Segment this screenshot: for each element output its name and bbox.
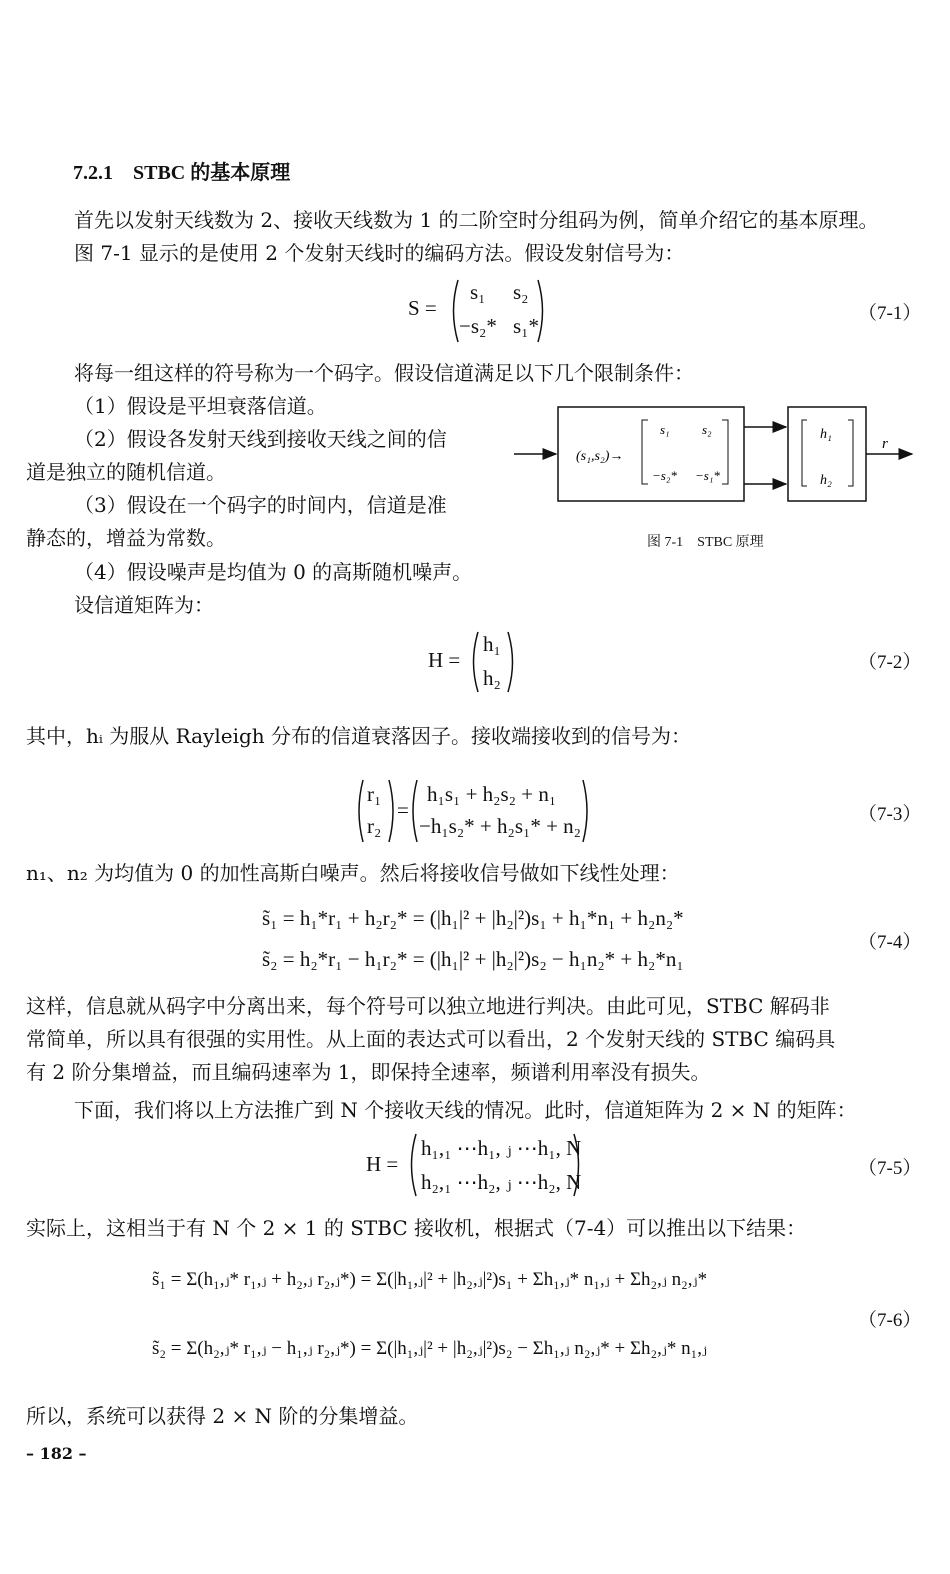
condition-4: （4）假设噪声是均值为 0 的高斯随机噪声。 [74,560,473,584]
equation-7-5 [366,1130,586,1200]
figure-m11: s₁ [660,422,670,437]
equation-7-2 [428,628,528,696]
section-heading: 7.2.1 STBC 的基本原理 [73,162,291,184]
eq3-l1: r₁ [367,782,382,806]
condition-2-line2: 道是独立的随机信道。 [26,460,226,484]
eq1-m21: −s₂* [459,314,497,338]
paragraph-channel-matrix: 设信道矩阵为： [74,593,214,617]
figure-output-label: r [882,436,888,452]
eq1-m11: s₁ [470,280,486,304]
paragraph-intro-line1: 首先以发射天线数为 2、接收天线数为 1 的二阶空时分组码为例，简单介绍它的基本原理。 [74,208,879,232]
eq6-line1: s̃₁ = Σ(h₁,ⱼ* r₁,ⱼ + h₂,ⱼ r₂,ⱼ*) = Σ(|h₁,ⱼ|² + |h₂,ⱼ|²)s₁ + Σh₁,ⱼ* n₁,ⱼ + Σh₂,ⱼ n₂,ⱼ* [152,1269,708,1290]
figure-m12: s₂ [702,422,712,437]
eq4-number: （7-4） [858,932,922,953]
eq2-r2: h₂ [483,666,501,690]
eq2-r1: h₁ [483,632,501,656]
paragraph-noise: n₁、n₂ 为均值为 0 的加性高斯白噪声。然后将接收信号做如下线性处理： [26,861,680,885]
paragraph-n-antennas: 下面，我们将以上方法推广到 N 个接收天线的情况。此时，信道矩阵为 2 × N 的矩阵： [74,1098,857,1122]
figure-caption: 图 7-1 STBC 原理 [647,535,764,550]
eq1-m22: s₁* [513,314,539,338]
eq3-equals: = [397,798,409,822]
condition-3-line1: （3）假设在一个码字的时间内，信道是准 [74,493,447,517]
eq5-lhs: H = [366,1152,399,1176]
eq3-l2: r₂ [367,814,382,838]
paragraph-receivers: 实际上，这相当于有 N 个 2 × 1 的 STBC 接收机，根据式（7-4）可以推出以下结果： [26,1216,807,1240]
eq6-number: （7-6） [858,1310,922,1331]
figure-stbc-diagram [510,400,930,510]
eq5-number: （7-5） [858,1158,922,1179]
eq5-r2: h₂,₁ ⋯h₂, ⱼ ⋯h₂, N [421,1170,582,1194]
figure-m22: −s₁* [695,468,720,483]
eq4-line1: s̃₁ = h₁*r₁ + h₂r₂* = (|h₁|² + |h₂|²)s₁ + h₁*n₁ + h₂n₂* [262,906,684,930]
figure-m21: −s₂* [652,468,677,483]
equation-7-3 [355,776,595,846]
figure-h1: h₁ [820,427,832,442]
paragraph-conclusion: 所以，系统可以获得 2 × N 阶的分集增益。 [26,1404,419,1428]
eq3-r1: h₁s₁ + h₂s₂ + n₁ [427,782,557,806]
paragraph-stbc-line2: 常简单，所以具有很强的实用性。从上面的表达式可以看出，2 个发射天线的 STBC 编码具 [26,1027,836,1051]
eq6-line2: s̃₂ = Σ(h₂,ⱼ* r₁,ⱼ − h₁,ⱼ r₂,ⱼ*) = Σ(|h₁,ⱼ|² + |h₂,ⱼ|²)s₂ − Σh₁,ⱼ n₂,ⱼ* + Σh₂,ⱼ* n₁,ⱼ [152,1338,708,1359]
paragraph-intro-line2: 图 7-1 显示的是使用 2 个发射天线时的编码方法。假设发射信号为： [74,241,685,265]
page-number: – 182 – [26,1444,87,1463]
eq1-lhs: S = [408,296,437,320]
eq1-m12: s₂ [513,280,529,304]
paragraph-stbc-line3: 有 2 阶分集增益，而且编码速率为 1，即保持全速率，频谱利用率没有损失。 [26,1060,711,1084]
paragraph-stbc-line1: 这样，信息就从码字中分离出来，每个符号可以独立地进行判决。由此可见，STBC 解码非 [26,994,830,1018]
figure-input-label: (s₁,s₂)→ [576,449,624,464]
condition-2-line1: （2）假设各发射天线到接收天线之间的信 [74,427,447,451]
condition-3-line2: 静态的，增益为常数。 [26,526,226,550]
eq1-number: （7-1） [858,303,922,324]
figure-h2: h₂ [820,473,832,488]
condition-1: （1）假设是平坦衰落信道。 [74,394,327,418]
eq3-r2: −h₁s₂* + h₂s₁* + n₂ [419,814,581,838]
eq3-number: （7-3） [858,804,922,825]
eq2-lhs: H = [428,648,461,672]
eq5-r1: h₁,₁ ⋯h₁, ⱼ ⋯h₁, N [421,1136,582,1160]
eq2-number: （7-2） [858,652,922,673]
paragraph-codeword: 将每一组这样的符号称为一个码字。假设信道满足以下几个限制条件： [74,361,694,385]
equation-7-1 [408,276,548,346]
eq4-line2: s̃₂ = h₂*r₁ − h₁r₂* = (|h₁|² + |h₂|²)s₂ − h₁n₂* + h₂*n₁ [262,947,684,971]
paragraph-rayleigh: 其中，hᵢ 为服从 Rayleigh 分布的信道衰落因子。接收端接收到的信号为： [26,724,692,748]
